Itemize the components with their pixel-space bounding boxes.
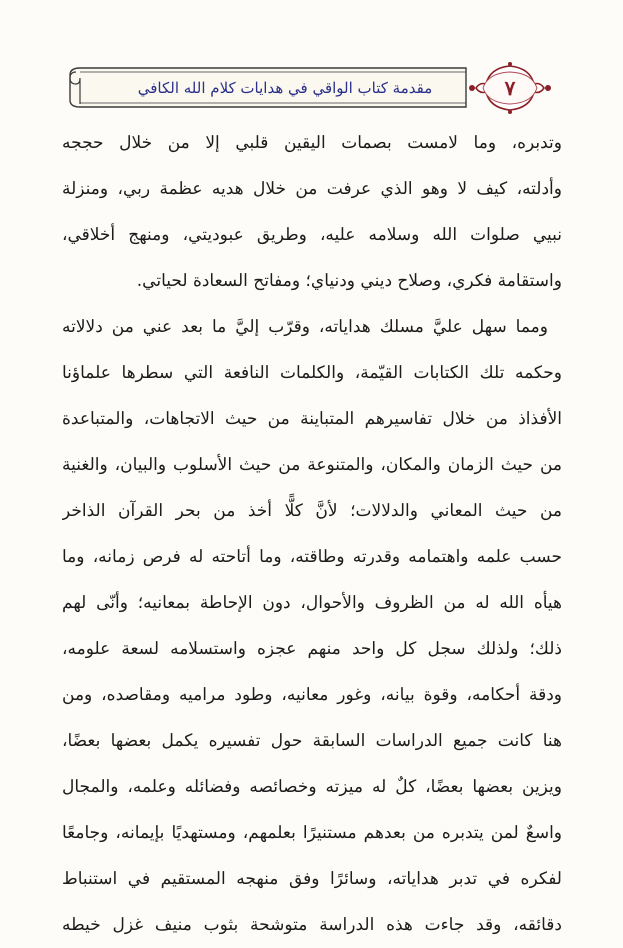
paragraph-1 <box>62 120 562 304</box>
text-line: لفكره في تدبر هداياته، وسائرًا وفق منهجه المستقيم في استنباط <box>62 869 562 889</box>
text-line: دقائقه، وقد جاءت هذه الدراسة متوشحة بثوب منيف غزل خيطه <box>62 915 562 935</box>
book-title: مقدمة كتاب الواقي في هدايات كلام الله الكافي <box>137 79 433 97</box>
text-line: من حيث المعاني والدلالات؛ لأنَّ كلًّا أخذ من بحر القرآن الذاخر <box>62 501 562 521</box>
text-line: وأدلته، كيف لا وهو الذي عرفت من خلال هديه عظمة ربي، ومنزلة <box>62 179 562 199</box>
text-line: وتدبره، وما لامست بصمات اليقين قلبي إلا من خلال حججه <box>62 133 562 153</box>
body-text <box>62 120 562 948</box>
text-line: ومما سهل عليَّ مسلك هداياته، وقرّب إليَّ ما بعد عني من دلالاته <box>62 317 548 337</box>
text-line: واستقامة فكري، وصلاح ديني ودنياي؛ ومفاتح السعادة لحياتي. <box>136 271 562 291</box>
text-line: ذلك؛ ولذلك سجل كل واحد منهم عجزه واستسلامه لسعة علومه، <box>62 639 562 659</box>
text-line: حسب علمه واهتمامه وقدرته وطاقته، وما أتاحته له فرص زمانه، وما <box>62 547 562 567</box>
paragraph-2 <box>62 304 562 948</box>
text-line: من حيث الزمان والمكان، والمتنوعة من حيث الأسلوب والبيان، والغنية <box>62 455 562 475</box>
page-header <box>66 60 552 115</box>
text-line: ودقة أحكامه، وقوة بيانه، وغور معانيه، وطود مراميه ومقاصده، ومن <box>62 685 562 705</box>
text-line: هيأه الله له من الظروف والأحوال، دون الإحاطة بمعانيه؛ وأنّى لهم <box>62 593 562 613</box>
page-number: ٧ <box>504 76 516 100</box>
text-line: وحكمه تلك الكتابات القيّمة، والكلمات النافعة التي سطرها علماؤنا <box>62 363 562 383</box>
text-line: هنا كانت جميع الدراسات السابقة حول تفسيره يكمل بعضها بعضًا، <box>62 731 562 751</box>
text-line: نبيي صلوات الله وسلامه عليه، وطريق عبوديتي، ومنهج أخلاقي، <box>62 225 562 245</box>
text-line: ويزين بعضها بعضًا، كلٌ له ميزته وخصائصه وفضائله وعلمه، والمجال <box>62 777 562 797</box>
text-line: الأفذاذ من خلال تفاسيرهم المتباينة من حيث الاتجاهات، والمتباعدة <box>62 409 562 429</box>
text-line: واسعٌ لمن يتدبره من بعدهم مستنيرًا بعلمهم، ومستهديًا بإيمانه، وجامعًا <box>62 823 562 843</box>
